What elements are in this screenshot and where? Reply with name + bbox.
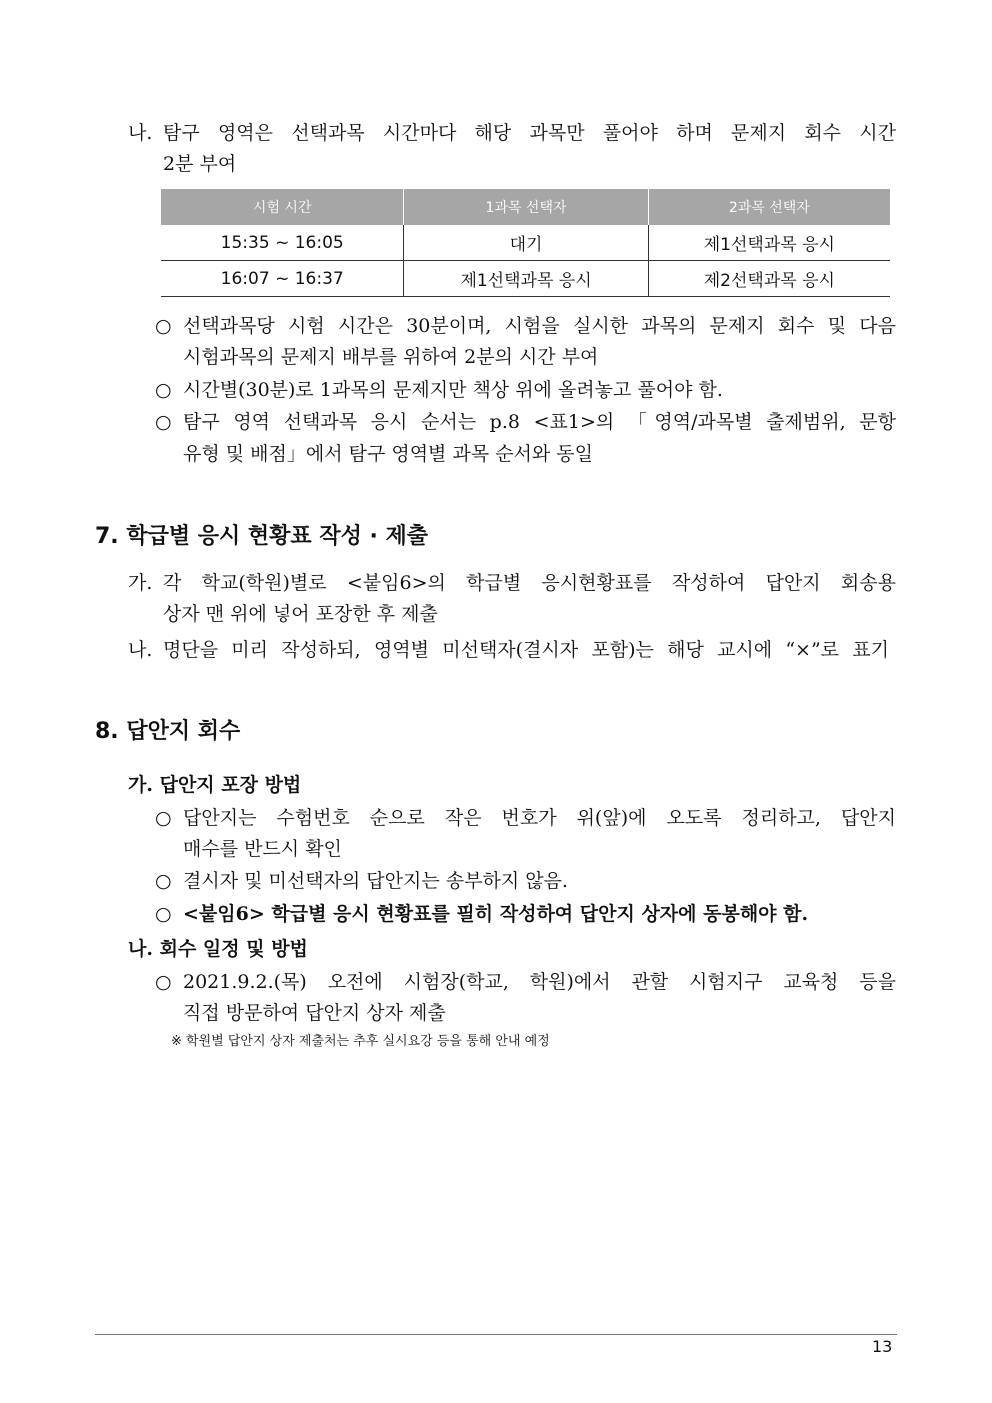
item-na-label: 나. — [128, 122, 153, 144]
sec8-na-title: 나. 회수 일정 및 방법 — [128, 938, 308, 960]
bullet-circle-icon: ○ — [155, 315, 172, 337]
table-cell: 제1선택과목 응시 — [648, 225, 890, 261]
header-two-subject: 2과목 선택자 — [648, 189, 890, 225]
item-na-line2: 2분 부여 — [163, 153, 237, 175]
sec8-ga-b2: 결시자 및 미선택자의 답안지는 송부하지 않음. — [183, 870, 568, 892]
sec8-ga-b1-line2: 매수를 반드시 확인 — [183, 838, 342, 860]
header-exam-time: 시험 시간 — [161, 189, 404, 225]
bullet-circle-icon: ○ — [155, 807, 172, 829]
table-cell: 15:35 ~ 16:05 — [161, 225, 404, 261]
table-cell: 16:07 ~ 16:37 — [161, 261, 404, 297]
table-cell: 대기 — [404, 225, 648, 261]
sec7-na-line1: 명단을 미리 작성하되, 영역별 미선택자(결시자 포함)는 해당 교시에 “×”로 표기 — [163, 639, 889, 661]
page-number: 13 — [872, 1337, 893, 1356]
sec8-na-b1-line2: 직접 방문하여 답안지 상자 제출 — [183, 1002, 446, 1024]
bullet-circle-icon: ○ — [155, 379, 172, 401]
bullet-order-line1: 탐구 영역 선택과목 응시 순서는 p.8 <표1>의 「영역/과목별 출제범위, 문항 — [183, 411, 896, 433]
sec8-ga-b3: <붙임6> 학급별 응시 현황표를 필히 작성하여 답안지 상자에 동봉해야 함. — [183, 903, 809, 925]
schedule-header-row — [161, 189, 890, 225]
table-cell: 제2선택과목 응시 — [648, 261, 890, 297]
section-7-title: 7. 학급별 응시 현황표 작성 · 제출 — [95, 524, 429, 549]
bullet-circle-icon: ○ — [155, 903, 172, 925]
table-row — [161, 261, 890, 297]
bullet-circle-icon: ○ — [155, 870, 172, 892]
table-cell: 제1선택과목 응시 — [404, 261, 648, 297]
sec8-na-b1-line1: 2021.9.2.(목) 오전에 시험장(학교, 학원)에서 관할 시험지구 교육청 등을 — [183, 971, 896, 993]
item-na-line1: 탐구 영역은 선택과목 시간마다 해당 과목만 풀어야 하며 문제지 회수 시간 — [163, 122, 896, 144]
bullet-one-subject: 시간별(30분)로 1과목의 문제지만 책상 위에 올려놓고 풀어야 함. — [183, 379, 723, 401]
sec7-ga-label: 가. — [128, 572, 153, 594]
footer-divider — [95, 1334, 897, 1335]
sec7-ga-line1: 각 학교(학원)별로 <붙임6>의 학급별 응시현황표를 작성하여 답안지 회송용 — [163, 572, 896, 594]
bullet-time-line1: 선택과목당 시험 시간은 30분이며, 시험을 실시한 과목의 문제지 회수 및 다음 — [183, 315, 896, 337]
schedule-table — [161, 189, 890, 297]
sec7-na-label: 나. — [128, 639, 153, 661]
bullet-circle-icon: ○ — [155, 971, 172, 993]
bullet-time-line2: 시험과목의 문제지 배부를 위하여 2분의 시간 부여 — [183, 346, 599, 368]
sec8-note: ※ 학원별 답안지 상자 제출처는 추후 실시요강 등을 통해 안내 예정 — [171, 1034, 550, 1049]
table-row — [161, 225, 890, 261]
sec8-ga-b1-line1: 답안지는 수험번호 순으로 작은 번호가 위(앞)에 오도록 정리하고, 답안지 — [183, 807, 896, 829]
section-8-title: 8. 답안지 회수 — [95, 719, 241, 744]
header-one-subject: 1과목 선택자 — [404, 189, 648, 225]
sec7-ga-line2: 상자 맨 위에 넣어 포장한 후 제출 — [163, 603, 438, 625]
sec8-ga-title: 가. 답안지 포장 방법 — [128, 774, 302, 796]
bullet-circle-icon: ○ — [155, 411, 172, 433]
bullet-order-line2: 유형 및 배점」에서 탐구 영역별 과목 순서와 동일 — [183, 443, 594, 465]
